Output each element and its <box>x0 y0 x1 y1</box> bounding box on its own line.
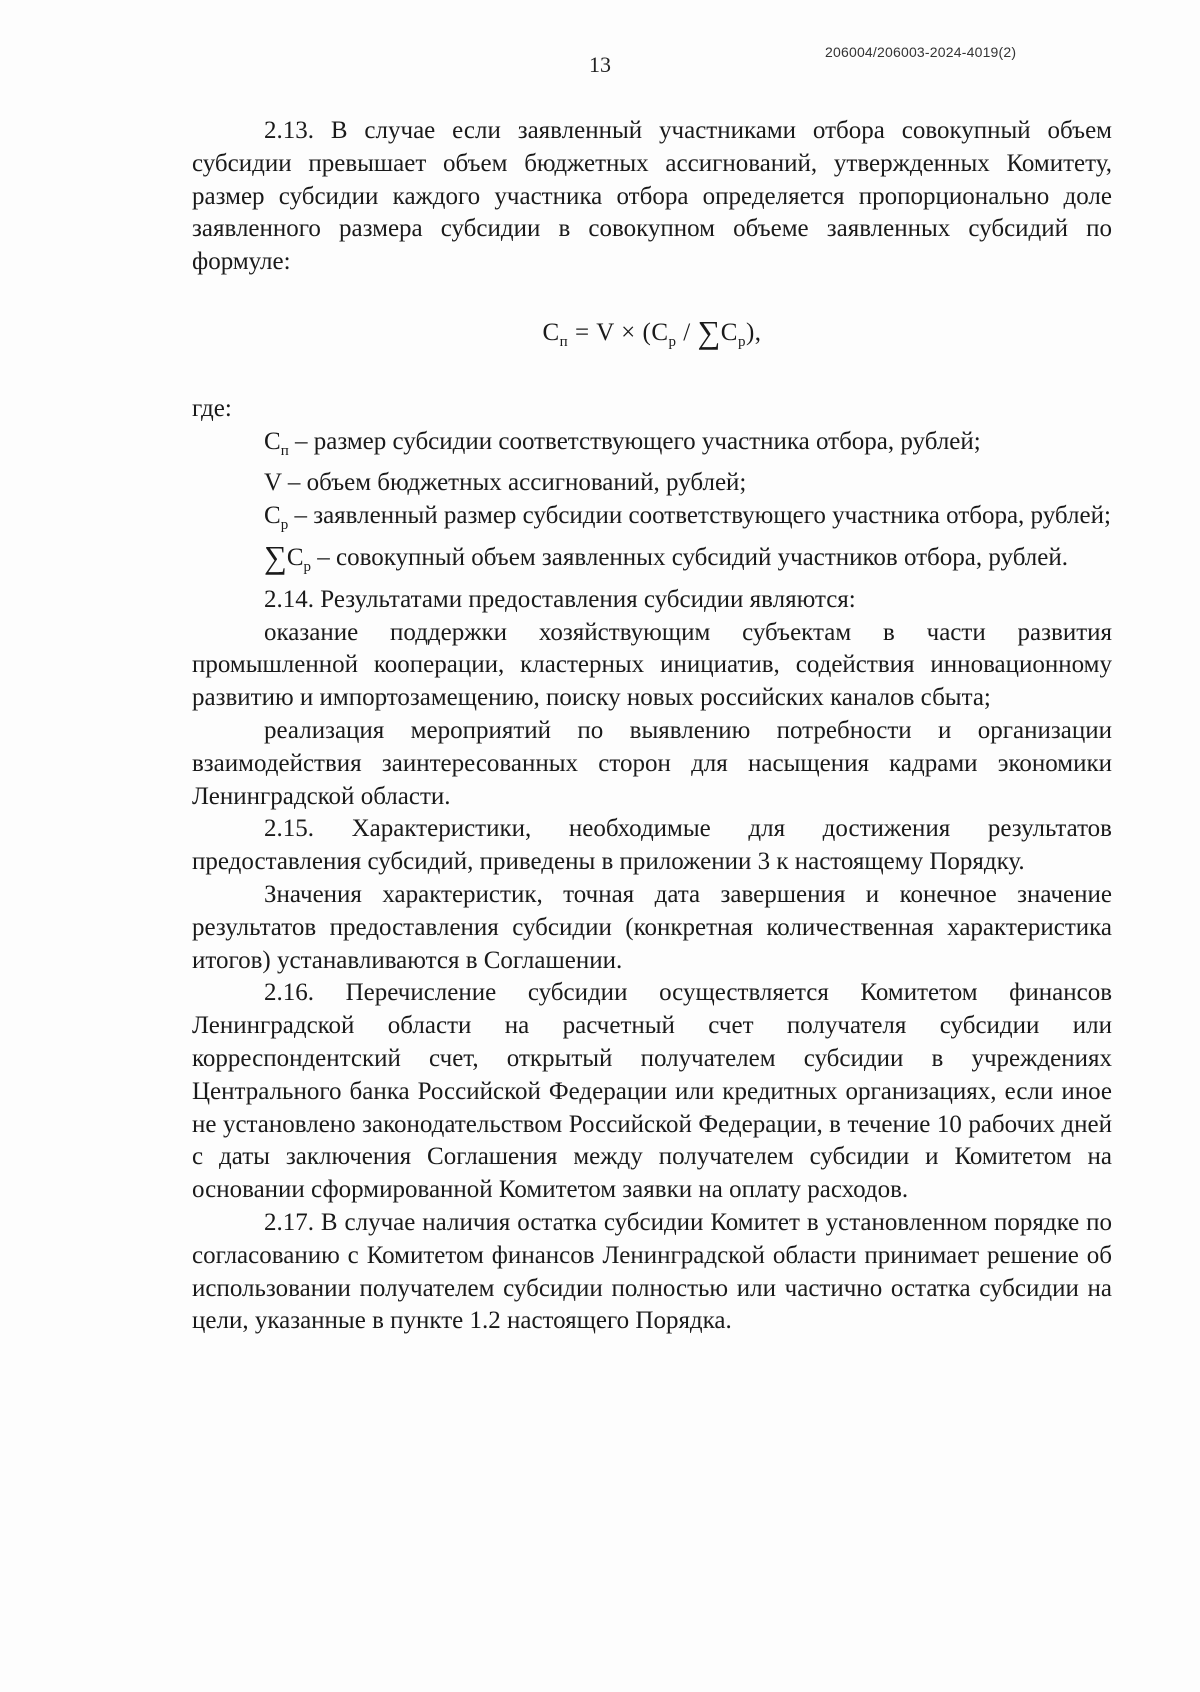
paragraph-2-14: 2.14. Результатами предоставления субсидии являются: <box>264 585 856 613</box>
page-number: 13 <box>589 52 611 77</box>
paragraph-2-16: 2.16. Перечисление субсидии осуществляется Комитетом финансов Ленинградской области на расчетный счет получателя субсидии или корреспондентский счет, открытый получателем субсидии в учреждениях Центрального банка Российской Федерации или кредитных организациях, если иное не установлено законодательством Российской Федерации, в течение 10 рабочих дней с даты заключения Соглашения между получателем субсидии и Комитетом на основании сформированной Комитетом заявки на оплату расходов. <box>192 979 1112 1204</box>
paragraph-2-17: 2.17. В случае наличия остатка субсидии Комитет в установленном порядке по согласованию с Комитетом финансов Ленинградской области принимает решение об использовании получателем субсидии полностью или частично остатка субсидии на цели, указанные в пункте 1.2 настоящего Порядка. <box>192 1208 1112 1335</box>
paragraph-2-14-item-1: оказание поддержки хозяйствующим субъектам в части развития промышленной кооперации, кластерных инициатив, содействия инновационному развитию и импортозамещению, поиску новых российских каналов сбыта; <box>192 618 1112 712</box>
definition-sum <box>192 538 1112 584</box>
formula-sub2: р <box>737 333 746 350</box>
definition-sum-symbol: $\sum С_р$ <box>264 538 311 575</box>
paragraph-2-13: 2.13. В случае если заявленный участниками отбора совокупный объем субсидии превышает объем бюджетных ассигнований, утвержденных Комитету, размер субсидии каждого участника отбора определяется пропорционально доле заявленного размера субсидии в совокупном объеме заявленных субсидий по формуле: <box>192 117 1112 276</box>
definition-cp <box>192 426 1112 468</box>
subsidy-formula <box>192 313 1112 359</box>
formula-lhs-sub: п <box>559 333 569 350</box>
definition-cp-symbol: $С_п$ <box>264 427 289 459</box>
formula-end: ), <box>745 318 762 346</box>
document-body <box>192 115 1112 1338</box>
definition-cr-symbol: $С_р$ <box>264 502 289 534</box>
definition-cp-text: – размер субсидии соответствующего участника отбора, рублей; <box>288 427 981 455</box>
paragraph-2-15-values: Значения характеристик, точная дата завершения и конечное значение результатов предоставления субсидии (конкретная количественная характеристика итогов) устанавливаются в Соглашении. <box>192 880 1112 974</box>
paragraph-2-14-item-2: реализация мероприятий по выявлению потребности и организации взаимодействия заинтересованных сторон для насыщения кадрами экономики Ленинградской области. <box>192 716 1112 810</box>
definition-v: V – объем бюджетных ассигнований, рублей; <box>264 469 747 497</box>
document-id: 206004/206003-2024-4019(2) <box>825 44 1017 60</box>
definition-cr <box>192 500 1112 542</box>
paragraph-2-15: 2.15. Характеристики, необходимые для достижения результатов предоставления субсидий, приведены в приложении 3 к настоящему Порядку. <box>192 815 1112 876</box>
formula-mid: = V × (С <box>568 318 669 346</box>
where-label: где: <box>192 394 232 422</box>
definition-cr-text: – заявленный размер субсидии соответствующего участника отбора, рублей; <box>288 502 1111 530</box>
formula-sub1: р <box>668 333 677 350</box>
definition-sum-text: – совокупный объем заявленных субсидий участников отбора, рублей. <box>311 543 1069 571</box>
formula-div: / <box>676 318 698 346</box>
formula-lhs: С <box>542 318 560 346</box>
formula-c2: С <box>720 318 738 346</box>
sum-sign: ∑ <box>697 313 721 350</box>
